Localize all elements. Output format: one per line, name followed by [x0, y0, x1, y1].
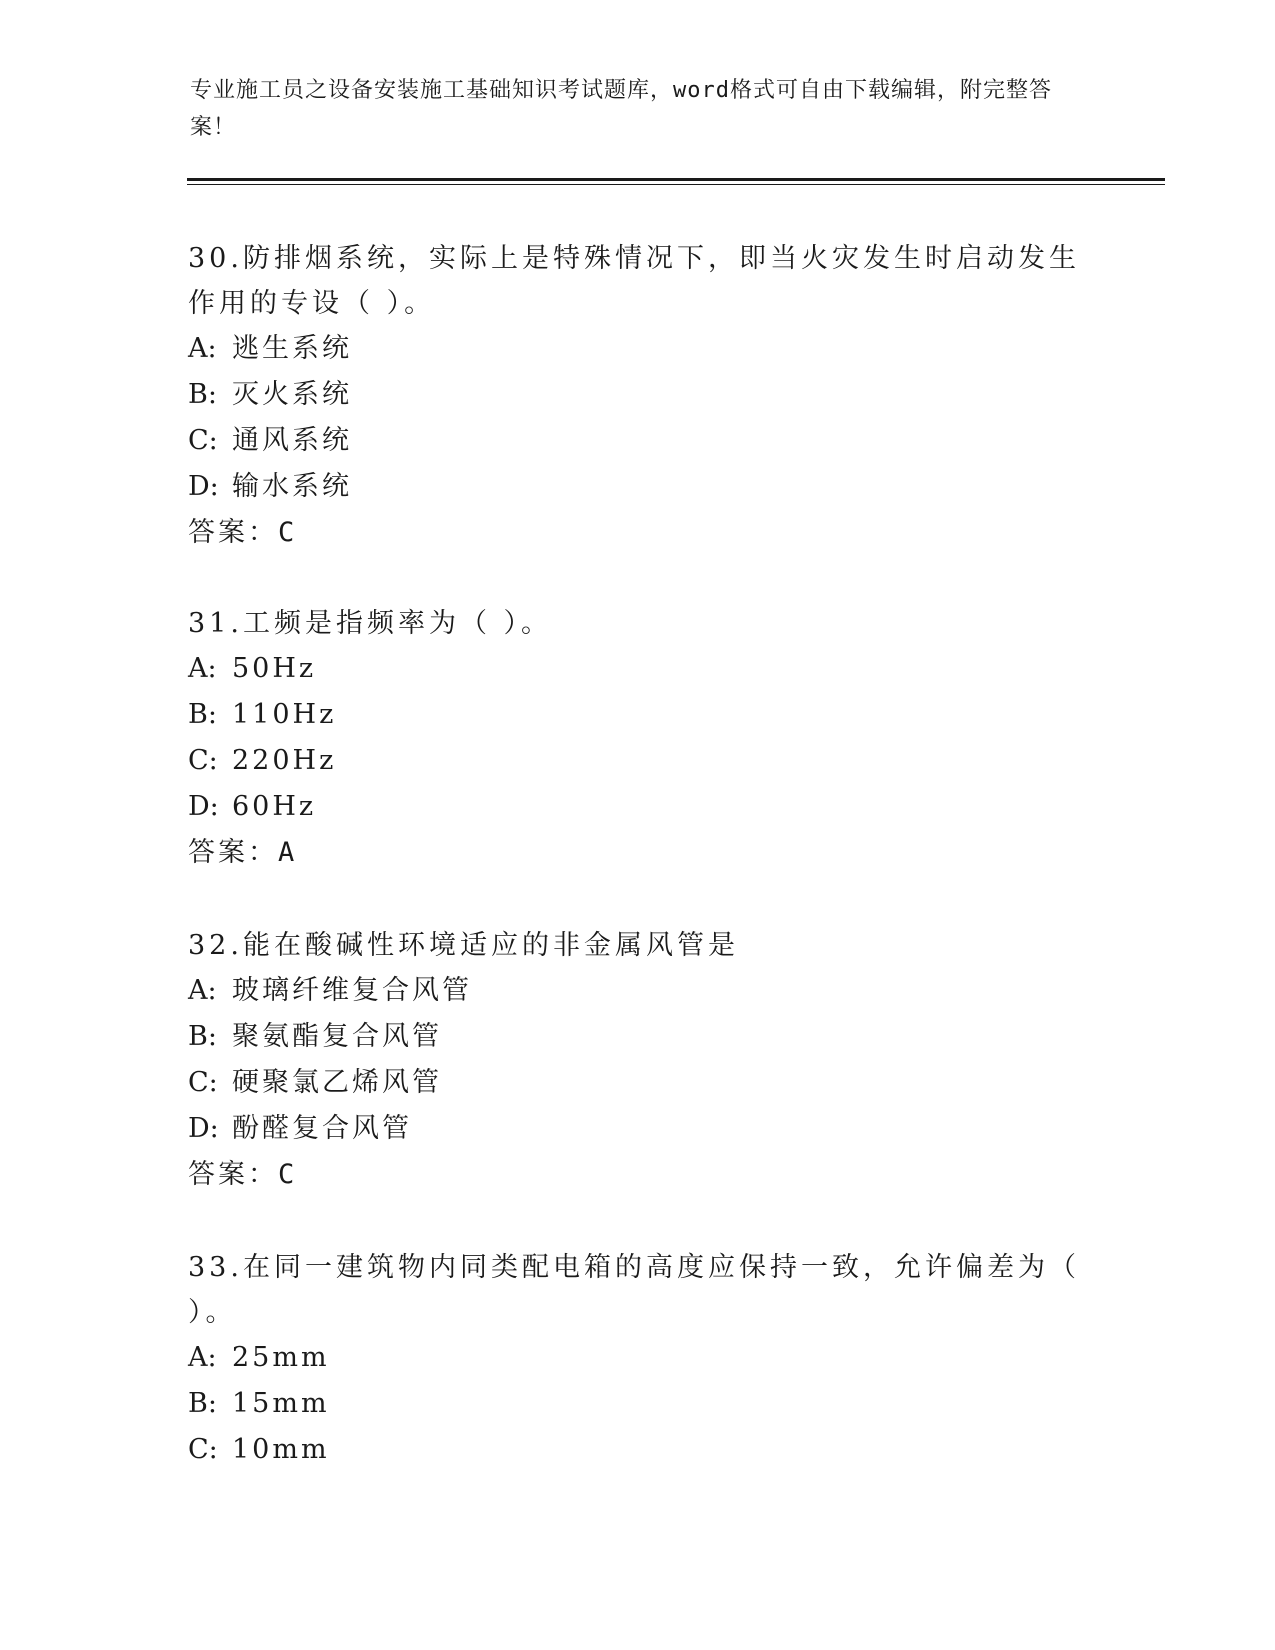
option-text: 酚醛复合风管: [232, 1113, 412, 1144]
option-text: 110Hz: [232, 699, 337, 730]
option-letter: D:: [188, 471, 219, 502]
option-text: 灭火系统: [232, 379, 352, 410]
option-text: 10mm: [232, 1434, 330, 1465]
question-33: [188, 1245, 1088, 1473]
option-text: 硬聚氯乙烯风管: [232, 1067, 442, 1098]
option-letter: C:: [188, 745, 218, 776]
answer-line: 答案：A: [188, 837, 298, 868]
option-letter: C:: [188, 1434, 218, 1465]
option-text: 通风系统: [232, 425, 352, 456]
option-text: 50Hz: [232, 653, 317, 684]
option-letter: A:: [188, 333, 217, 364]
answer-line: 答案：C: [188, 1159, 298, 1190]
option-a: [188, 968, 1088, 1014]
option-a: [188, 1335, 1088, 1381]
option-letter: B:: [188, 1021, 217, 1052]
option-text: 15mm: [232, 1388, 330, 1419]
option-c: [188, 738, 1088, 784]
option-letter: C:: [188, 425, 218, 456]
option-letter: D:: [188, 791, 219, 822]
answer-line: 答案：C: [188, 517, 298, 548]
option-letter: B:: [188, 699, 217, 730]
question-stem: 32.能在酸碱性环境适应的非金属风管是: [188, 930, 739, 961]
header-rule-thick: [187, 178, 1165, 181]
option-text: 玻璃纤维复合风管: [232, 975, 472, 1006]
option-text: 60Hz: [232, 791, 317, 822]
option-text: 输水系统: [232, 471, 352, 502]
option-c: [188, 1427, 1088, 1473]
option-a: [188, 326, 1088, 372]
option-a: [188, 646, 1088, 692]
option-c: [188, 1060, 1088, 1106]
question-32: [188, 923, 1088, 1198]
option-d: [188, 784, 1088, 830]
option-b: [188, 372, 1088, 418]
option-text: 聚氨酯复合风管: [232, 1021, 442, 1052]
question-stem: 30.防排烟系统，实际上是特殊情况下，即当火灾发生时启动发生作用的专设（ ）。: [188, 243, 1080, 319]
option-b: [188, 692, 1088, 738]
option-text: 220Hz: [232, 745, 337, 776]
header-rule-thin: [187, 184, 1165, 185]
option-b: [188, 1381, 1088, 1427]
option-b: [188, 1014, 1088, 1060]
question-30: [188, 236, 1088, 556]
option-letter: D:: [188, 1113, 219, 1144]
option-letter: A:: [188, 653, 217, 684]
document-header: 专业施工员之设备安装施工基础知识考试题库，word格式可自由下载编辑，附完整答案！: [190, 78, 1052, 140]
option-letter: C:: [188, 1067, 218, 1098]
question-31: [188, 601, 1088, 876]
option-letter: B:: [188, 379, 217, 410]
option-d: [188, 464, 1088, 510]
question-stem: 31.工频是指频率为（ ）。: [188, 608, 553, 639]
option-c: [188, 418, 1088, 464]
option-d: [188, 1106, 1088, 1152]
question-stem: 33.在同一建筑物内同类配电箱的高度应保持一致，允许偏差为（ ）。: [188, 1252, 1080, 1328]
option-text: 逃生系统: [232, 333, 352, 364]
option-text: 25mm: [232, 1342, 330, 1373]
option-letter: A:: [188, 1342, 217, 1373]
option-letter: B:: [188, 1388, 217, 1419]
option-letter: A:: [188, 975, 217, 1006]
